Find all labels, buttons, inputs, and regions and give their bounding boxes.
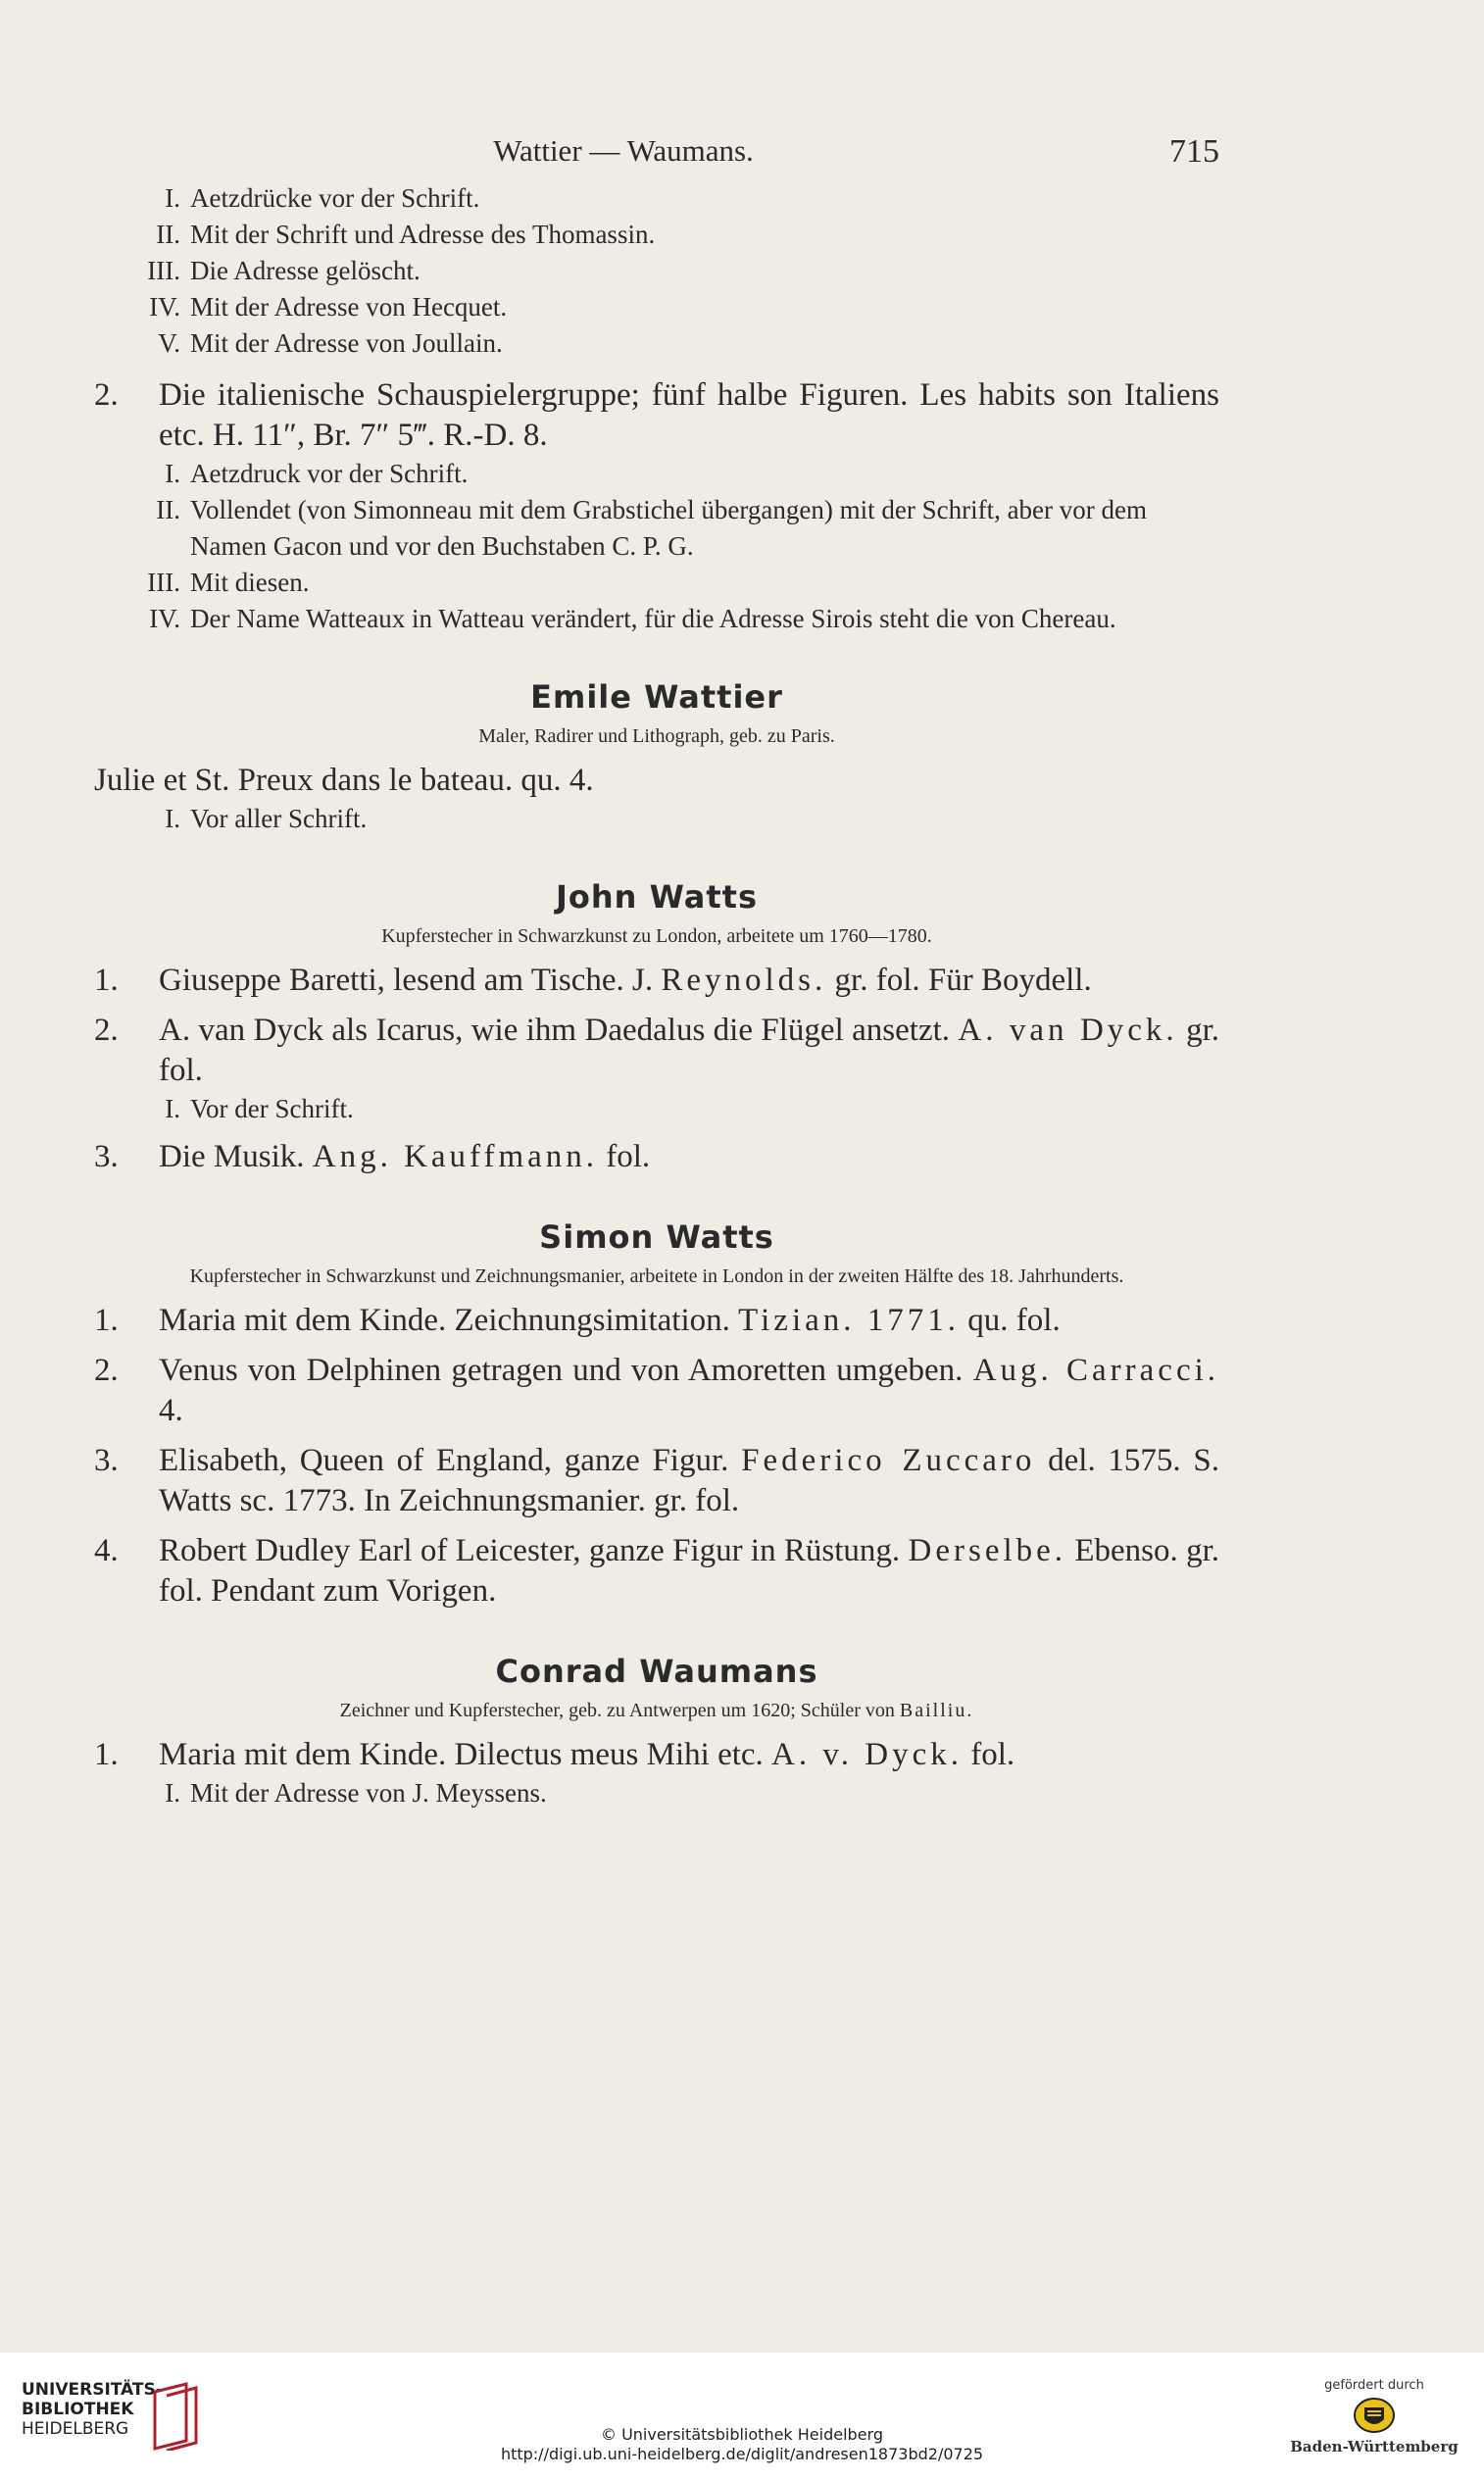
artist-bio: Maler, Radirer und Lithograph, geb. zu Paris.: [478, 725, 835, 747]
state-item: IV. Mit der Adresse von Hecquet.: [149, 292, 508, 322]
artist-bio: Kupferstecher in Schwarzkunst zu London, arbeitete um 1760—1780.: [381, 925, 932, 947]
book-page: [94, 125, 1219, 1811]
catalogue-entry: 4. Robert Dudley Earl of Leicester, ganze Figur in Rüstung. Derselbe. Ebenso. gr. fol. Pendant zum Vorigen.: [94, 1533, 1220, 1609]
state-item: I. Aetzdruck vor der Schrift.: [165, 459, 469, 488]
catalogue-entry: 1. Maria mit dem Kinde. Zeichnungsimitation. Tizian. 1771. qu. fol.: [94, 1303, 1061, 1338]
catalogue-entry: 3. Die Musik. Ang. Kauffmann. fol.: [94, 1139, 651, 1174]
running-head: [94, 125, 1219, 174]
artist-bio: Kupferstecher in Schwarzkunst und Zeichnungsmanier, arbeitete in London in der zweiten Hälfte des 18. Jahrhunderts.: [189, 1265, 1124, 1287]
sponsor-block: [1286, 2378, 1462, 2455]
library-logo-text: UNIVERSITÄTS- BIBLIOTHEK HEIDELBERG: [22, 2380, 163, 2439]
sponsor-name: Baden-Württemberg: [1290, 2438, 1459, 2455]
state-item: IV. Der Name Watteaux in Watteau verändert, für die Adresse Sirois steht die von Chereau.: [149, 604, 1116, 633]
catalogue-entry: 1. Giuseppe Baretti, lesend am Tische. J. Reynolds. gr. fol. Für Boydell.: [94, 963, 1092, 998]
sponsor-label: gefördert durch: [1324, 2378, 1424, 2393]
state-item: III. Mit diesen.: [147, 568, 310, 597]
state-item: I. Aetzdrücke vor der Schrift.: [165, 183, 480, 213]
copyright-text: © Universitätsbibliothek Heidelberg: [600, 2425, 883, 2444]
state-coat-of-arms-icon: [1353, 2396, 1396, 2435]
state-list-top: [94, 180, 1219, 362]
state-item: II. Mit der Schrift und Adresse des Thomassin.: [156, 220, 656, 249]
catalogue-entry: 2. Venus von Delphinen getragen und von Amoretten umgeben. Aug. Carracci. 4.: [94, 1353, 1220, 1428]
artist-heading: Emile Wattier: [530, 678, 783, 716]
catalogue-entry: 2. A. van Dyck als Icarus, wie ihm Daedalus die Flügel ansetzt. A. van Dyck. gr. fol.: [94, 1013, 1220, 1088]
running-title: Wattier — Waumans.: [493, 133, 754, 168]
catalogue-entry: 3. Elisabeth, Queen of England, ganze Figur. Federico Zuccaro del. 1575. S. Watts sc. 1773. In Zeichnungsmanier. gr. fol.: [94, 1443, 1220, 1518]
state-item: V. Mit der Adresse von Joullain.: [158, 328, 503, 358]
artist-heading: Simon Watts: [539, 1218, 774, 1256]
state-item: I. Vor der Schrift.: [165, 1094, 354, 1123]
artist-bio: Zeichner und Kupferstecher, geb. zu Antwerpen um 1620; Schüler von Bailliu.: [339, 1700, 974, 1721]
artist-heading: John Watts: [556, 878, 758, 916]
catalogue-entry: Julie et St. Preux dans le bateau. qu. 4.: [94, 763, 594, 798]
library-logo-icon: [147, 2382, 206, 2451]
catalogue-entry: 2. Die italienische Schauspielergruppe; fünf halbe Figuren. Les habits son Italiens etc. H. 11″, Br. 7″ 5‴. R.-D. 8.: [94, 377, 1219, 453]
artist-heading: Conrad Waumans: [495, 1653, 818, 1690]
state-item: I. Vor aller Schrift.: [165, 804, 368, 833]
permalink[interactable]: http://digi.ub.uni-heidelberg.de/diglit/andresen1873bd2/0725: [500, 2445, 984, 2463]
state-item: III. Die Adresse gelöscht.: [147, 256, 420, 285]
state-item: I. Mit der Adresse von J. Meyssens.: [165, 1778, 547, 1808]
catalogue-entry: 1. Maria mit dem Kinde. Dilectus meus Mihi etc. A. v. Dyck. fol.: [94, 1737, 1015, 1772]
footer-credits: [392, 2425, 1092, 2464]
page-number: 715: [1169, 133, 1219, 170]
state-item: II. Vollendet (von Simonneau mit dem Grabstichel übergangen) mit der Schrift, aber vor dem Namen Gacon und vor den Buchstaben C. P. G.: [156, 495, 1148, 561]
